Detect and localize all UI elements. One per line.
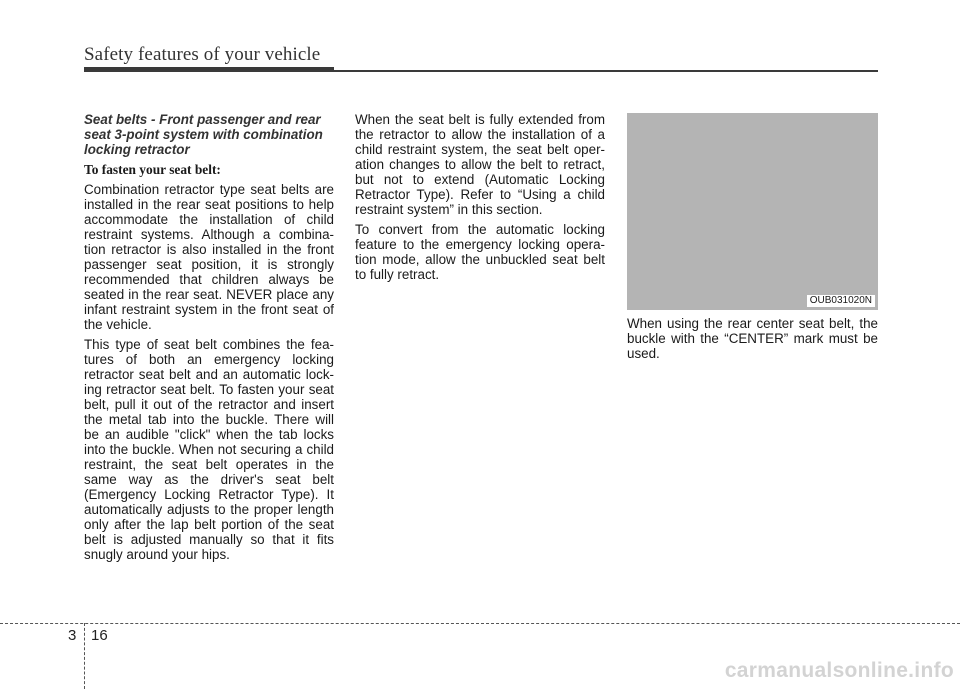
footer-vertical-dashed-rule <box>84 623 85 689</box>
middle-paragraph-1: When the seat belt is fully extended from the retractor to allow the installation of a child restraint system, the seat belt oper-ation changes to allow the belt to retract, but not to extend (Automatic Locking Retractor Type). Refer to “Using a child restraint system” in this section. <box>355 112 605 217</box>
middle-column <box>355 112 605 287</box>
page-number: 16 <box>91 627 108 644</box>
right-column <box>627 316 878 361</box>
site-watermark: carmanualsonline.info <box>724 659 954 682</box>
left-column <box>84 112 334 567</box>
left-paragraph-1: Combination retractor type seat belts are installed in the rear seat positions to help accommodate the installation of child restraint systems. Although a combina-tion retractor is also installed in the front passenger seat position, it is strongly recommended that children always be seated in the rear seat. NEVER place any infant restraint system in the front seat of the vehicle. <box>84 182 334 332</box>
header-rule-thick <box>84 67 334 72</box>
left-paragraph-2: This type of seat belt combines the fea-tures of both an emergency locking retractor seat belt and an automatic lock-ing retractor seat belt. To fasten your seat belt, pull it out of the retractor and insert the metal tab into the buckle. There will be an audible "click" when the tab locks into the buckle. When not securing a child restraint, the seat belt operates in the same way as the driver's seat belt (Emergency Locking Retractor Type). It automatically adjusts to the proper length only after the lap belt portion of the seat belt is adjusted manually so that it fits snugly around your hips. <box>84 337 334 562</box>
page-header-title: Safety features of your vehicle <box>84 44 321 65</box>
footer-dashed-rule <box>0 623 960 624</box>
section-heading: Seat belts - Front passenger and rear seat 3-point system with combination locking retractor <box>84 112 323 157</box>
chapter-number: 3 <box>68 627 77 644</box>
figure-code-label: OUB031020N <box>807 295 875 307</box>
header-rule-thin <box>334 70 878 72</box>
figure-caption: When using the rear center seat belt, the buckle with the “CENTER” mark must be used. <box>627 316 878 361</box>
figure-image-placeholder <box>627 113 878 310</box>
section-subheading: To fasten your seat belt: <box>84 162 221 177</box>
middle-paragraph-2: To convert from the automatic locking feature to the emergency locking opera-tion mode, allow the unbuckled seat belt to fully retract. <box>355 222 605 282</box>
